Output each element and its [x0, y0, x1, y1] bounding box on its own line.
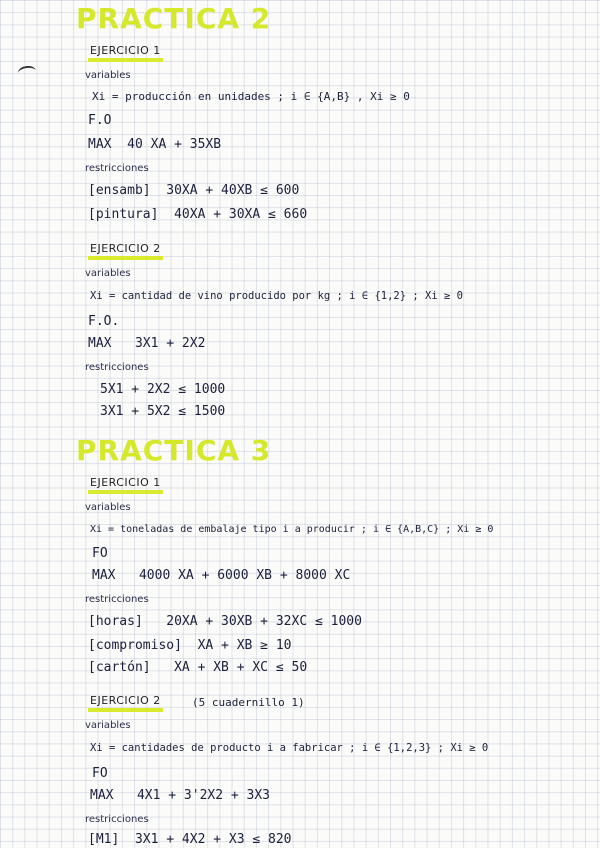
- p3e2-objective: MAX 4X1 + 3'2X2 + 3X3: [90, 788, 271, 803]
- p2e2-variables-definition: Xi = cantidad de vino producido por kg ; i ∈ {1,2} ; Xi ≥ 0: [90, 290, 463, 302]
- practica-3-ejercicio-2-heading: EJERCICIO 2: [88, 694, 163, 712]
- p3e2-heading-note: (5 cuadernillo 1): [192, 696, 305, 709]
- p3e2-constraint-1: [M1] 3X1 + 4X2 + X3 ≤ 820: [88, 832, 292, 847]
- p2e2-variables-label: variables: [85, 268, 131, 279]
- p3e2-fo-label: FO: [92, 766, 108, 781]
- p2e1-variables-definition: Xi = producción en unidades ; i ∈ {A,B} , Xi ≥ 0: [92, 90, 410, 103]
- p3e1-variables-label: variables: [85, 502, 131, 513]
- p2e1-objective: MAX 40 XA + 35XB: [88, 137, 222, 152]
- p2e1-constraint-1: [ensamb] 30XA + 40XB ≤ 600: [88, 183, 300, 198]
- p3e1-constraint-3: [cartón] XA + XB + XC ≤ 50: [88, 660, 308, 675]
- p3e1-fo-label: FO: [92, 546, 108, 561]
- p2e1-constraint-2: [pintura] 40XA + 30XA ≤ 660: [88, 207, 308, 222]
- margin-mark: [17, 65, 36, 79]
- p3e2-restrictions-label: restricciones: [85, 814, 149, 825]
- p3e1-constraint-2: [compromiso] XA + XB ≥ 10: [88, 638, 292, 653]
- p3e1-restrictions-label: restricciones: [85, 594, 149, 605]
- practica-3-title: PRACTICA 3: [76, 434, 272, 467]
- p2e2-fo-label: F.O.: [88, 314, 120, 329]
- p3e1-variables-definition: Xi = toneladas de embalaje tipo i a producir ; i ∈ {A,B,C} ; Xi ≥ 0: [90, 524, 494, 535]
- p2e2-objective: MAX 3X1 + 2X2: [88, 336, 206, 351]
- practica-2-ejercicio-2-heading: EJERCICIO 2: [88, 242, 163, 260]
- practica-2-title: PRACTICA 2: [76, 2, 272, 35]
- p3e2-variables-label: variables: [85, 720, 131, 731]
- p3e1-constraint-1: [horas] 20XA + 30XB + 32XC ≤ 1000: [88, 614, 362, 629]
- p2e2-restrictions-label: restricciones: [85, 362, 149, 373]
- p2e1-restrictions-label: restricciones: [85, 163, 149, 174]
- p3e1-objective: MAX 4000 XA + 6000 XB + 8000 XC: [92, 568, 351, 583]
- p2e1-variables-label: variables: [85, 70, 131, 81]
- practica-2-ejercicio-1-heading: EJERCICIO 1: [88, 44, 163, 62]
- practica-3-ejercicio-1-heading: EJERCICIO 1: [88, 476, 163, 494]
- p2e2-constraint-1: 5X1 + 2X2 ≤ 1000: [100, 382, 226, 397]
- p2e1-fo-label: F.O: [88, 113, 112, 128]
- p3e2-variables-definition: Xi = cantidades de producto i a fabricar ; i ∈ {1,2,3} ; Xi ≥ 0: [90, 742, 489, 754]
- p2e2-constraint-2: 3X1 + 5X2 ≤ 1500: [100, 404, 226, 419]
